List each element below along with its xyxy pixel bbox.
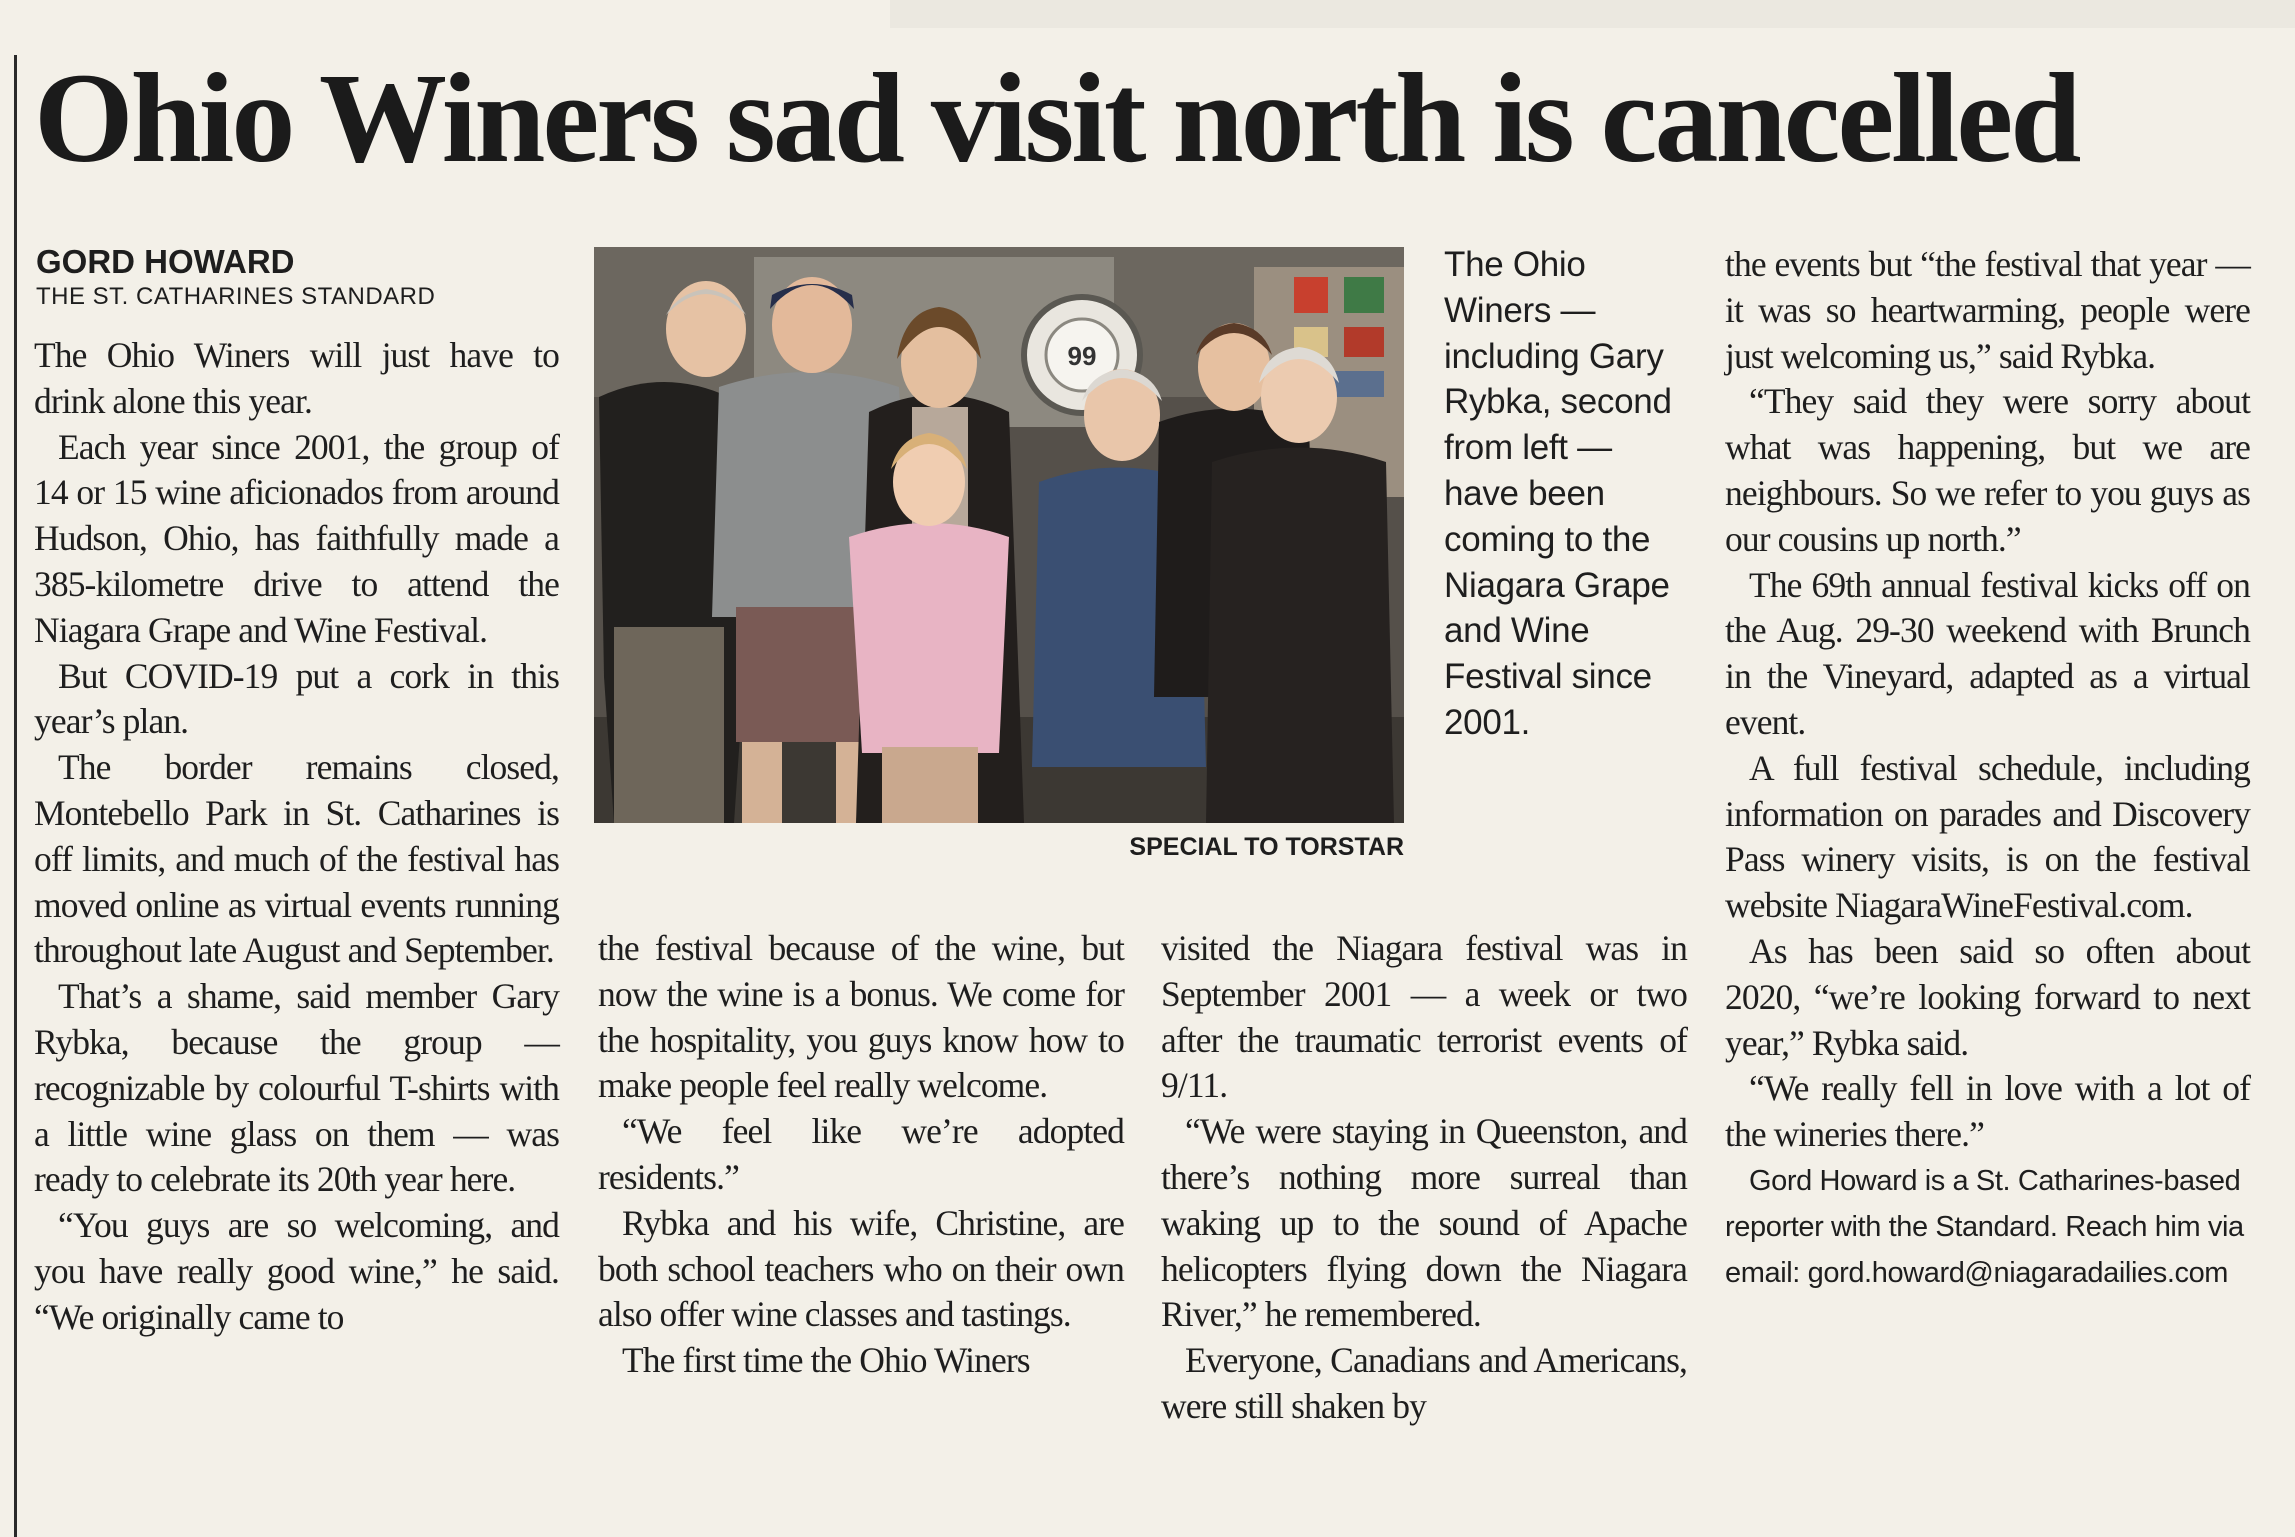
group-photo: [594, 247, 1404, 823]
paragraph: “We really fell in love with a lot of the wineries there.”: [1725, 1068, 2250, 1155]
paragraph: The first time the Ohio Winers: [622, 1340, 1030, 1381]
paragraph: visited the Niagara festival was in September 2001 — a week or two after the traumatic terrorist events of 9/11.: [1161, 928, 1687, 1106]
paragraph: the events but “the festival that year — it was so heartwarming, people were just welcoming us,” said Rybka.: [1725, 244, 2250, 376]
paragraph: Everyone, Canadians and Americans, were still shaken by: [1161, 1340, 1687, 1426]
paragraph: The 69th annual festival kicks off on the Aug. 29-30 weekend with Brunch in the Vineyard, adapted as a virtual event.: [1725, 564, 2250, 742]
column-rule: [14, 55, 17, 1537]
paragraph: “We were staying in Queenston, and there’s nothing more surreal than waking up to the sound of Apache helicopters flying down the Niagara River,” he remembered.: [1161, 1111, 1687, 1335]
paragraph: Rybka and his wife, Christine, are both school teachers who on their own also offer wine classes and tastings.: [598, 1202, 1124, 1335]
author-tagline: Gord Howard is a St. Catharines-based reporter with the Standard. Reach him via email: gord.howard@niagaradailies.com: [1725, 1164, 2244, 1289]
article-column-1: [34, 333, 559, 1341]
article-column-2: [598, 926, 1124, 1384]
byline-author: GORD HOWARD: [36, 243, 295, 280]
paragraph: As has been said so often about 2020, “we’re looking forward to next year,” Rybka said.: [1725, 930, 2250, 1063]
paragraph: Each year since 2001, the group of 14 or 15 wine aficionados from around Hudson, Ohio, has faithfully made a 385-kilometre drive to attend the Niagara Grape and Wine Festival.: [34, 426, 559, 650]
byline-publication: THE ST. CATHARINES STANDARD: [36, 283, 436, 310]
paragraph: the festival because of the wine, but now the wine is a bonus. We come for the hospitality, you guys know how to make people feel really welcome.: [598, 928, 1124, 1106]
paragraph: A full festival schedule, including information on parades and Discovery Pass winery visits, is on the festival website NiagaraWineFestival.com.: [1725, 747, 2250, 926]
paragraph: “They said they were sorry about what was happening, but we are neighbours. So we refer to you guys as our cousins up north.”: [1725, 381, 2250, 559]
paragraph: The border remains closed, Montebello Park in St. Catharines is off limits, and much of the festival has moved online as virtual events running throughout late August and September.: [34, 747, 559, 971]
headline: Ohio Winers sad visit north is cancelled: [34, 47, 2079, 189]
article-column-3: [1161, 926, 1687, 1430]
paragraph: The Ohio Winers will just have to drink alone this year.: [34, 335, 559, 421]
paragraph: But COVID-19 put a cork in this year’s plan.: [34, 655, 559, 742]
photo-credit: SPECIAL TO TORSTAR: [1129, 833, 1404, 861]
paragraph: “You guys are so welcoming, and you have really good wine,” he said. “We originally came to: [34, 1205, 559, 1337]
paragraph: “We feel like we’re adopted residents.”: [598, 1111, 1124, 1197]
article-column-4: [1725, 242, 2250, 1296]
adjacent-page-strip: [890, 0, 2295, 28]
photo-cutline: The Ohio Winers — including Gary Rybka, second from left — have been coming to the Niagara Grape and Wine Festival since 2001.: [1444, 245, 1672, 742]
group-photo-illustration: [594, 247, 1404, 823]
paragraph: That’s a shame, said member Gary Rybka, because the group — recognizable by colourful T-shirts with a little wine glass on them — was ready to celebrate its 20th year here.: [34, 976, 559, 1200]
photo-sign-text: 99: [1067, 341, 1097, 371]
